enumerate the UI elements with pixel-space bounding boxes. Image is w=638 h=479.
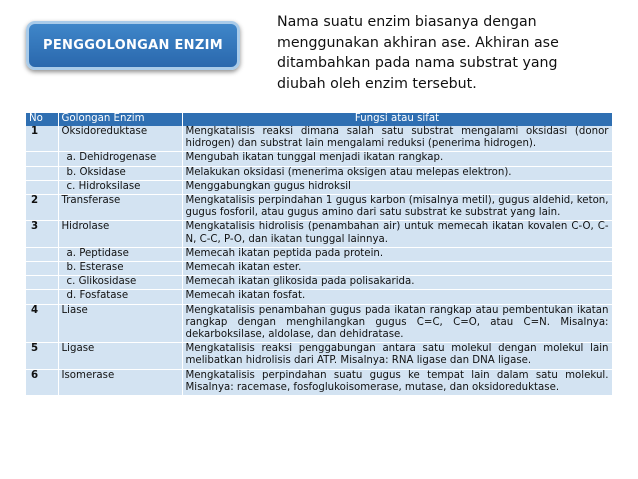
cell-golongan: c. Hidroksilase <box>58 180 182 194</box>
table-row <box>26 152 612 166</box>
table-row <box>26 262 612 276</box>
table-header-row <box>26 113 612 126</box>
cell-golongan: Isomerase <box>58 369 182 395</box>
cell-no <box>26 166 58 180</box>
cell-golongan: a. Peptidase <box>58 247 182 261</box>
table-row <box>26 304 612 343</box>
cell-no <box>26 180 58 194</box>
cell-fungsi: Memecah ikatan peptida pada protein. <box>182 247 612 261</box>
cell-no: 5 <box>26 343 58 369</box>
table-row <box>26 166 612 180</box>
cell-no: 1 <box>26 126 58 152</box>
cell-golongan: d. Fosfatase <box>58 290 182 304</box>
table-row <box>26 290 612 304</box>
table-row <box>26 221 612 247</box>
cell-golongan: b. Oksidase <box>58 166 182 180</box>
cell-fungsi: Mengkatalisis perpindahan suatu gugus ke tempat lain dalam satu molekul. Misalnya: racemase, fosfoglukoisomerase, mutase, dan oksidoreduktase. <box>182 369 612 395</box>
page-title: PENGGOLONGAN ENZIM <box>43 38 223 53</box>
cell-no <box>26 262 58 276</box>
table-row <box>26 180 612 194</box>
cell-fungsi: Memecah ikatan fosfat. <box>182 290 612 304</box>
cell-fungsi: Melakukan oksidasi (menerima oksigen atau melepas elektron). <box>182 166 612 180</box>
cell-fungsi: Memecah ikatan ester. <box>182 262 612 276</box>
cell-fungsi: Mengkatalisis hidrolisis (penambahan air) untuk memecah ikatan kovalen C-O, C-N, C-C, P-O, dan ikatan tunggal lainnya. <box>182 221 612 247</box>
header-golongan: Golongan Enzim <box>58 113 182 126</box>
cell-no: 6 <box>26 369 58 395</box>
cell-no: 4 <box>26 304 58 343</box>
enzyme-table-container <box>26 113 612 396</box>
table-row <box>26 247 612 261</box>
cell-fungsi: Mengkatalisis reaksi penggabungan antara satu molekul dengan molekul lain melibatkan hidrolisis dari ATP. Misalnya: RNA ligase dan DNA ligase. <box>182 343 612 369</box>
cell-fungsi: Mengkatalisis reaksi dimana salah satu substrat mengalami oksidasi (donor hidrogen) dan substrat lain mengalami reduksi (penerima hidrogen). <box>182 126 612 152</box>
cell-fungsi: Memecah ikatan glikosida pada polisakarida. <box>182 276 612 290</box>
cell-no <box>26 276 58 290</box>
title-badge <box>26 21 240 70</box>
header-fungsi: Fungsi atau sifat <box>182 113 612 126</box>
cell-fungsi: Menggabungkan gugus hidroksil <box>182 180 612 194</box>
intro-text: Nama suatu enzim biasanya dengan menggunakan akhiran ase. Akhiran ase ditambahkan pada nama substrat yang diubah oleh enzim tersebut. <box>277 14 559 92</box>
cell-fungsi: Mengkatalisis penambahan gugus pada ikatan rangkap atau pembentukan ikatan rangkap dengan menghilangkan gugus C=C, C=O, atau C=N. Misalnya: dekarboksilase, aldolase, dan dehidratase. <box>182 304 612 343</box>
cell-golongan: Transferase <box>58 195 182 221</box>
cell-fungsi: Mengubah ikatan tunggal menjadi ikatan rangkap. <box>182 152 612 166</box>
cell-golongan: Oksidoreduktase <box>58 126 182 152</box>
cell-golongan: Hidrolase <box>58 221 182 247</box>
cell-golongan: c. Glikosidase <box>58 276 182 290</box>
cell-no <box>26 290 58 304</box>
cell-no: 2 <box>26 195 58 221</box>
cell-no: 3 <box>26 221 58 247</box>
cell-no <box>26 152 58 166</box>
enzyme-table <box>26 113 613 396</box>
cell-golongan: Liase <box>58 304 182 343</box>
cell-golongan: a. Dehidrogenase <box>58 152 182 166</box>
table-row <box>26 369 612 395</box>
table-row <box>26 343 612 369</box>
table-row <box>26 276 612 290</box>
cell-no <box>26 247 58 261</box>
cell-fungsi: Mengkatalisis perpindahan 1 gugus karbon (misalnya metil), gugus aldehid, keton, gugus fosforil, atau gugus amino dari satu substrat ke substrat yang lain. <box>182 195 612 221</box>
cell-golongan: Ligase <box>58 343 182 369</box>
cell-golongan: b. Esterase <box>58 262 182 276</box>
table-body <box>26 126 612 396</box>
table-row <box>26 195 612 221</box>
header-no: No <box>26 113 58 126</box>
table-row <box>26 126 612 152</box>
